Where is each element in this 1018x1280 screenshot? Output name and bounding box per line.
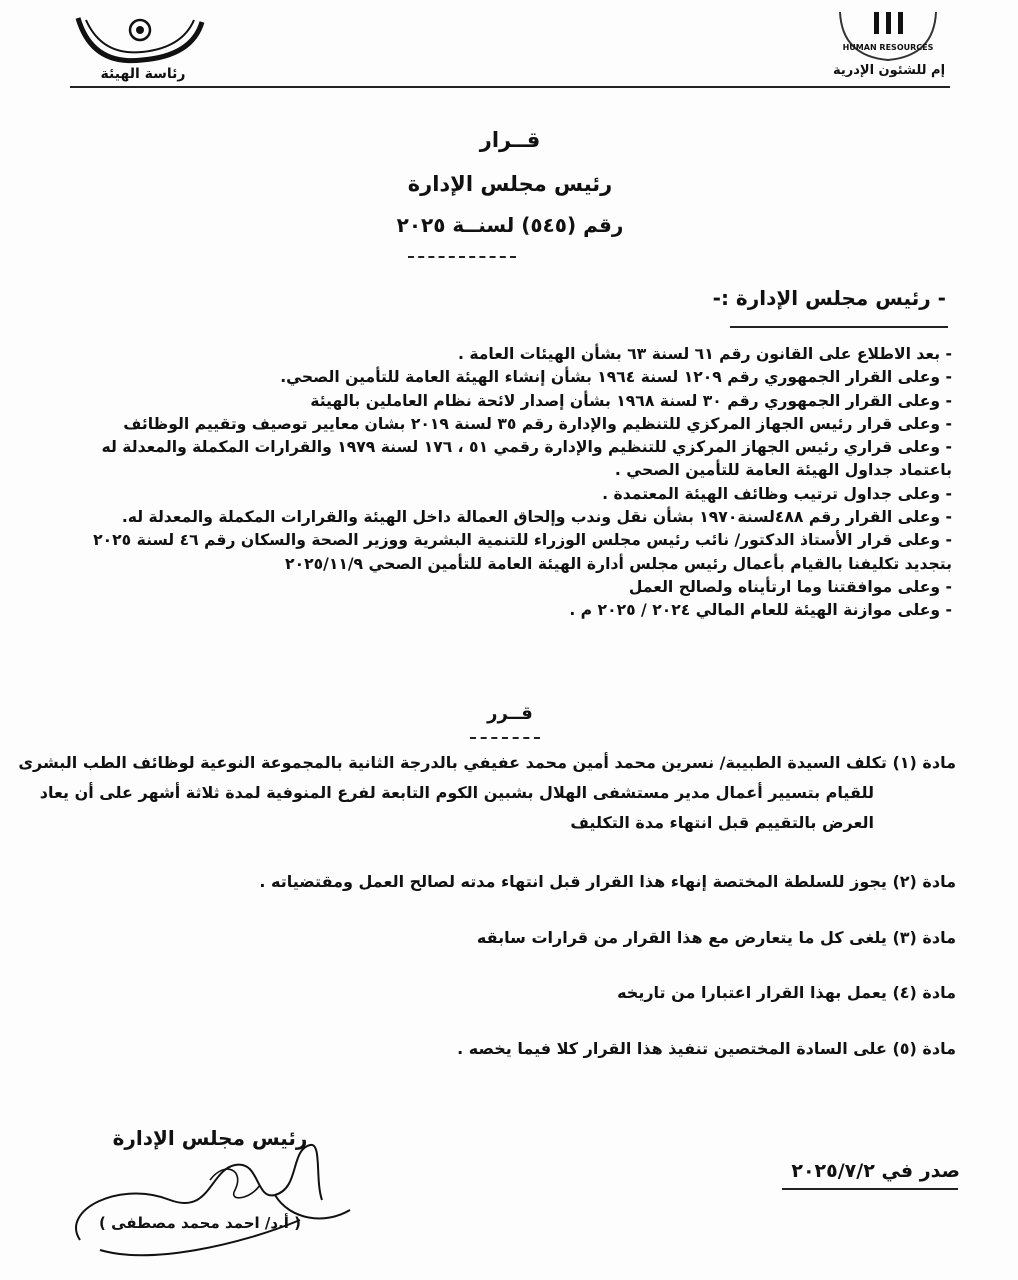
- issuer-intro: - رئيس مجلس الإدارة :-: [712, 286, 946, 310]
- decision-issuer-title: رئيس مجلس الإدارة: [407, 172, 613, 196]
- article-1: [18, 748, 956, 838]
- right-logo-caption: إم للشئون الإدرية: [832, 63, 946, 78]
- decided-heading: قــرر: [487, 703, 533, 724]
- left-logo-caption: رئاسة الهيئة: [100, 66, 186, 82]
- article-1-line: العرض بالتقييم قبل انتهاء مدة التكليف: [570, 813, 874, 832]
- authority-logo: [72, 8, 208, 68]
- article-2: مادة (٢) يجوز للسلطة المختصة إنهاء هذا القرار قبل انتهاء مدته لصالح العمل ومقتضياته .: [259, 872, 956, 891]
- signatory-title: رئيس مجلس الإدارة: [112, 1126, 308, 1150]
- preamble-list: [52, 343, 952, 623]
- article-1-line: مادة (١) تكلف السيدة الطبيبة/ نسرين محمد أمين محمد عفيفي بالدرجة الثانية بالمجموعة النوعية لوظائف الطب البشرى: [18, 753, 956, 772]
- preamble-item: - وعلى جداول ترتيب وظائف الهيئة المعتمدة .: [602, 484, 952, 503]
- preamble-item: - وعلى القرار الجمهوري رقم ٣٠ لسنة ١٩٦٨ بشأن إصدار لائحة نظام العاملين بالهيئة: [310, 391, 952, 410]
- article-3: مادة (٣) يلغى كل ما يتعارض مع هذا القرار من قرارات سابقه: [476, 928, 956, 947]
- title-divider: [408, 256, 516, 258]
- signatory-name: ( أ.د/ احمد محمد مصطفى ): [99, 1214, 301, 1232]
- article-5: مادة (٥) على السادة المختصين تنفيذ هذا القرار كلا فيما يخصه .: [457, 1039, 956, 1058]
- issue-date: صدر في ٢٠٢٥/٧/٢: [791, 1160, 960, 1182]
- header-divider: [70, 86, 950, 88]
- article-1-line: للقيام بتسيير أعمال مدير مستشفى الهلال بشبين الكوم التابعة لفرع المنوفية لمدة ثلاثة أشهر على أن يعاد: [39, 783, 874, 802]
- hr-logo: [832, 6, 944, 64]
- handwritten-signature: [60, 1140, 360, 1270]
- preamble-item: - وعلى موافقتنا وما ارتأيناه ولصالح العمل: [628, 577, 952, 596]
- preamble-item: بتجديد تكليفنا بالقيام بأعمال رئيس مجلس أدارة الهيئة العامة للتأمين الصحي ٢٠٢٥/١١/٩: [285, 554, 952, 573]
- preamble-item: - وعلى قرار رئيس الجهاز المركزي للتنظيم والإدارة رقم ٣٥ لسنة ٢٠١٩ بشان معايير توصيف وتقييم الوظائف: [123, 414, 952, 433]
- decision-number: رقم (٥٤٥) لسنــة ٢٠٢٥: [396, 213, 624, 237]
- preamble-item: - وعلى قراري رئيس الجهاز المركزي للتنظيم والإدارة رقمي ٥١ ، ١٧٦ لسنة ١٩٧٩ والقرارات المكملة والمعدلة له: [101, 438, 952, 457]
- preamble-item: - وعلى قرار الأستاذ الدكتور/ نائب رئيس مجلس الوزراء للتنمية البشرية ووزير الصحة والسكان رقم ٤٦ لسنة ٢٠٢٥: [93, 531, 952, 550]
- preamble-item: - بعد الاطلاع على القانون رقم ٦١ لسنة ٦٣ بشأن الهيئات العامة .: [457, 345, 952, 363]
- hr-logo-text: HUMAN RESOURCES: [842, 43, 934, 52]
- preamble-item: - وعلى القرار الجمهوري رقم ١٢٠٩ لسنة ١٩٦٤ بشأن إنشاء الهيئة العامة للتأمين الصحي.: [280, 368, 952, 387]
- issue-date-underline: [782, 1188, 958, 1190]
- preamble-item: - وعلى موازنة الهيئة للعام المالي ٢٠٢٤ / ٢٠٢٥ م .: [569, 601, 952, 620]
- preamble-item: - وعلى القرار رقم ٤٨٨لسنة١٩٧٠ بشأن نقل وندب وإلحاق العمالة داخل الهيئة والقرارات المكملة والمعدلة له.: [121, 508, 952, 527]
- preamble-item: باعتماد جداول الهيئة العامة للتأمين الصحي .: [614, 461, 952, 480]
- article-4: مادة (٤) يعمل بهذا القرار اعتبارا من تاريخه: [617, 983, 956, 1002]
- decided-divider: [470, 737, 540, 739]
- decision-title: قــرار: [479, 128, 541, 152]
- issuer-underline: [730, 326, 948, 328]
